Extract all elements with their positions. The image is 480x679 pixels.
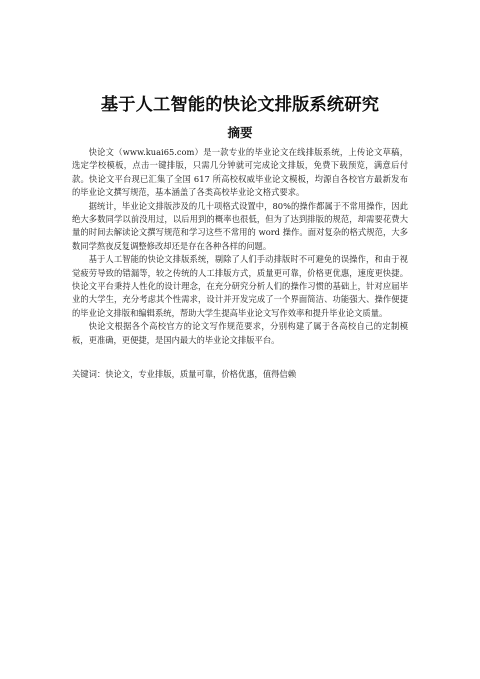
paper-title: 基于人工智能的快论文排版系统研究 (100, 95, 380, 115)
abstract-paragraph: 快论文（www.kuai65.com）是一款专业的毕业论文在线排版系统，上传论文草稿，选定学校模板，点击一键排版，只需几分钟就可完成论文排版，免费下载预览，满意后付款。快论文平台现已汇集了全国 617 所高校权威毕业论文模板，均源自各校官方最新发布的毕业论文撰写规范，基本涵盖了各类高校毕业论文格式要求。 (72, 147, 408, 198)
keywords-line: 关键词：快论文，专业排版，质量可靠，价格优惠，值得信赖 (72, 369, 297, 380)
abstract-body (72, 146, 408, 347)
abstract-paragraph: 基于人工智能的快论文排版系统，剔除了人们手动排版时不可避免的误操作，和由于视觉疲劳导致的错漏等，较之传统的人工排版方式，质量更可靠，价格更优惠，速度更快捷。快论文平台秉持人性化的设计理念，在充分研究分析人们的操作习惯的基础上，针对应届毕业的大学生，充分考虑其个性需求，设计并开发完成了一个界面简洁、功能强大、操作便捷的毕业论文排版和编辑系统，帮助大学生提高毕业论文写作效率和提升毕业论文质量。 (72, 254, 408, 318)
abstract-paragraph: 快论文根据各个高校官方的论文写作规范要求，分别构建了属于各高校自己的定制模板，更准确，更便捷，是国内最大的毕业论文排版平台。 (72, 321, 408, 345)
abstract-heading: 摘要 (227, 125, 253, 140)
abstract-paragraph: 据统计，毕业论文排版涉及的几十项格式设置中，80%的操作都属于不常用操作，因此绝大多数同学以前没用过，以后用到的概率也很低，但为了达到排版的规范，却需要花费大量的时间去解读论文撰写规范和学习这些不常用的 word 操作。面对复杂的格式规范，大多数同学熬夜反复调整修改却还是存在各种各样的问题。 (72, 200, 408, 251)
